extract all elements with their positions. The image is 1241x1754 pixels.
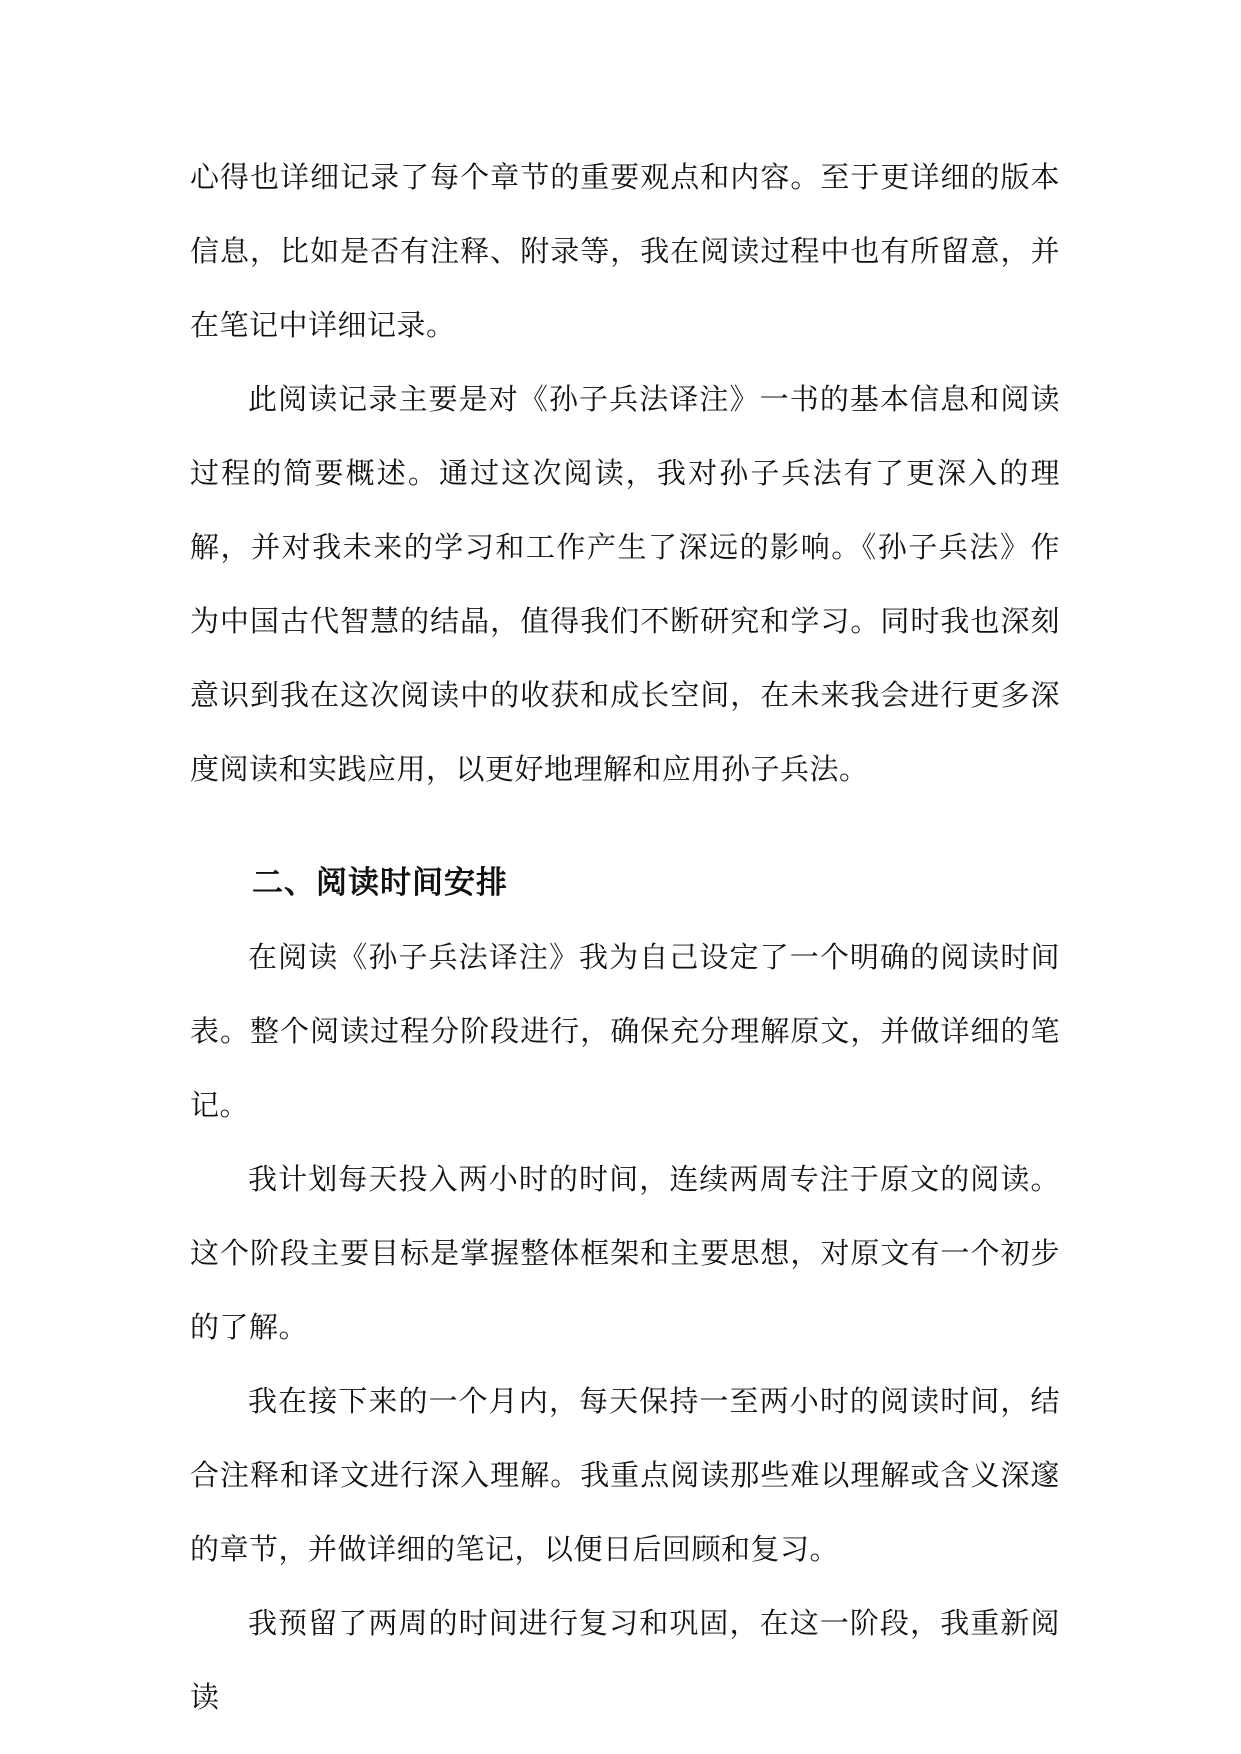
paragraph-reading-summary: 此阅读记录主要是对《孙子兵法译注》一书的基本信息和阅读过程的简要概述。通过这次阅读，我对孙子兵法有了更深入的理解，并对我未来的学习和工作产生了深远的影响。《孙子兵法》作为中国古代智慧的结晶，值得我们不断研究和学习。同时我也深刻意识到我在这次阅读中的收获和成长空间，在未来我会进行更多深度阅读和实践应用，以更好地理解和应用孙子兵法。 bbox=[190, 382, 1060, 786]
paragraph-schedule-phase-1: 我计划每天投入两小时的时间，连续两周专注于原文的阅读。这个阶段主要目标是掌握整体框架和主要思想，对原文有一个初步的了解。 bbox=[190, 1162, 1060, 1344]
section-heading-reading-schedule: 二、阅读时间安排 bbox=[252, 865, 508, 901]
paragraph-schedule-phase-2: 我在接下来的一个月内，每天保持一至两小时的阅读时间，结合注释和译文进行深入理解。我重点阅读那些难以理解或含义深邃的章节，并做详细的笔记，以便日后回顾和复习。 bbox=[190, 1384, 1060, 1566]
paragraph-version-info: 心得也详细记录了每个章节的重要观点和内容。至于更详细的版本信息，比如是否有注释、附录等，我在阅读过程中也有所留意，并在笔记中详细记录。 bbox=[190, 160, 1060, 342]
paragraph-schedule-phase-3: 我预留了两周的时间进行复习和巩固，在这一阶段，我重新阅读 bbox=[190, 1606, 1060, 1714]
paragraph-schedule-intro: 在阅读《孙子兵法译注》我为自己设定了一个明确的阅读时间表。整个阅读过程分阶段进行，确保充分理解原文，并做详细的笔记。 bbox=[190, 940, 1060, 1122]
document-body bbox=[190, 140, 1060, 1734]
